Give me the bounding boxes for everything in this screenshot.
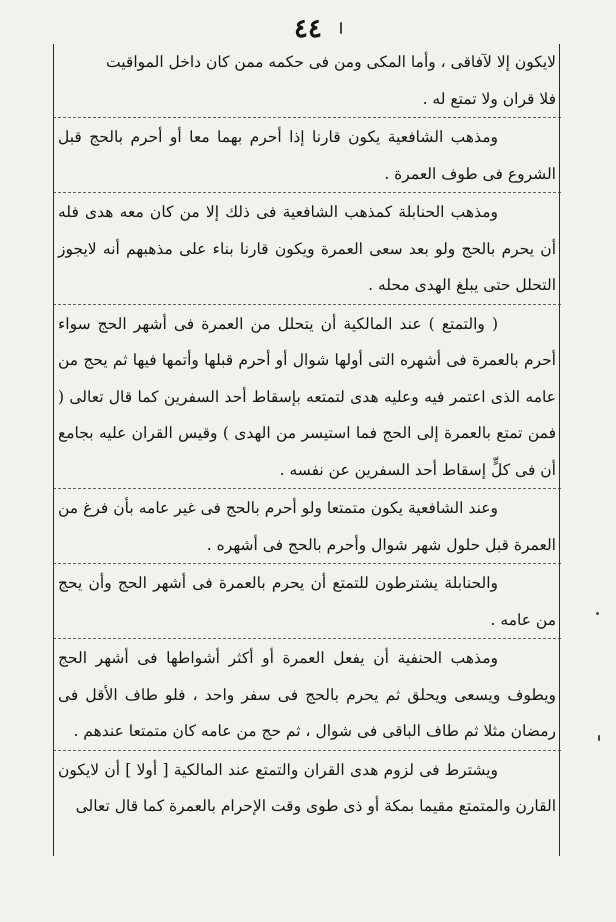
paragraph: والحنابلة يشترطون للتمتع أن يحرم بالعمرة فى أشهر الحج وأن يحج من عامه . [58, 574, 556, 629]
paragraph: فلا قران ولا تمتع له . [422, 89, 556, 108]
divider [53, 750, 561, 752]
paragraph: ( والتمتع ) عند المالكية أن يتحلل من العمرة فى أشهر الحج سواء أحرم بالعمرة فى أشهره التى أولها شوال أو أحرم قبلها وأتمها فيها ثم يحج من عامه الذى اعتمر فيه وعليه هدى لتمتعه بإسقاط أحد السفرين كما قال تعالى ( فمن تمتع بالعمرة إلى الحج فما استيسر من الهدى ) وقيس القران عليه بجامع أن فى كلٍّ إسقاط أحد السفرين عن نفسه . [58, 314, 556, 479]
divider [53, 638, 561, 640]
divider [53, 304, 561, 306]
divider [53, 488, 561, 490]
paragraph: ومذهب الشافعية يكون قارنا إذا أحرم بهما معا أو أحرم بالحج قبل الشروع فى طوف العمرة . [58, 128, 556, 183]
ink-speck [340, 22, 342, 34]
ink-speck [596, 612, 599, 615]
paragraph: وعند الشافعية يكون متمتعا ولو أحرم بالحج فى غير عامه بأن فرغ من العمرة قبل حلول شهر شوال وأحرم بالحج فى أشهره . [58, 499, 556, 554]
paragraph: ومذهب الحنفية أن يفعل العمرة أو أكثر أشواطها فى أشهر الحج ويطوف ويسعى ويحلق ثم يحرم بالحج فى سفر واحد ، فلو طاف الأقل فى رمضان مثلا ثم طاف الباقى فى شوال ، ثم حج من عامه كان متمتعا عندهم . [58, 649, 556, 740]
paragraph: ومذهب الحنابلة كمذهب الشافعية فى ذلك إلا من كان معه هدى فله أن يحرم بالحج ولو بعد سعى العمرة ويكون قارنا بناء على مذهبهم أنه لايجوز التحلل حتى يبلغ الهدى محله . [58, 203, 556, 294]
paragraph: لايكون إلا لآفاقى ، وأما المكى ومن فى حكمه ممن كان داخل المواقيت [106, 53, 556, 71]
ink-speck [598, 735, 600, 741]
paragraph: ويشترط فى لزوم هدى القران والتمتع عند المالكية [ أولا ] أن لايكون القارن والمتمتع مقيما بمكة أو ذى طوى وقت الإحرام بالعمرة كما قال تعالى [58, 760, 556, 815]
page-number: ٤٤ [294, 14, 322, 44]
divider [53, 192, 561, 194]
divider [53, 117, 561, 119]
divider [53, 563, 561, 565]
text-block [58, 44, 556, 825]
